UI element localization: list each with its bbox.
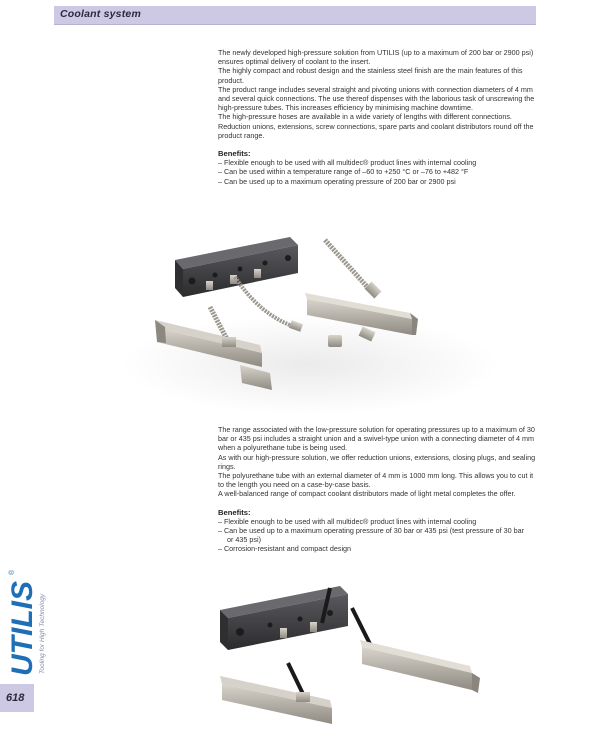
high-pressure-description <box>218 48 538 186</box>
utilis-logo <box>2 548 50 678</box>
benefit-item: – Flexible enough to be used with all multidec® product lines with internal cooling <box>218 158 477 168</box>
paragraph: The highly compact and robust design and the stainless steel finish are the main features of this product. <box>218 66 523 85</box>
paragraph: The range associated with the low-pressure solution for operating pressures up to a maximum of 30 bar or 435 psi includes a straight union and a swivel-type union with a connecting diameter of 4 mm when a polyurethane tube is being used. <box>218 425 535 453</box>
paragraph: The newly developed high-pressure solution from UTILIS (up to a maximum of 200 bar or 2900 psi) ensures optimal delivery of coolant to the insert. <box>218 48 534 67</box>
low-pressure-products-photo <box>200 568 500 728</box>
distributor-block <box>175 237 298 297</box>
paragraph: Reduction unions, extensions, screw connections, spare parts and coolant distributors round off the product range. <box>218 121 534 140</box>
section-header-bar <box>54 6 536 25</box>
benefit-item: or 435 psi) <box>227 535 261 545</box>
page-number: 618 <box>6 692 25 704</box>
paragraph: A well-balanced range of compact coolant distributors made of light metal completes the offer. <box>218 489 516 499</box>
steel-rail <box>360 640 480 693</box>
logo-wordmark: UTILIS <box>6 581 39 676</box>
benefit-item: – Can be used up to a maximum operating pressure of 200 bar or 2900 psi <box>218 176 456 186</box>
page-number-tab <box>0 684 34 712</box>
benefit-item: – Flexible enough to be used with all multidec® product lines with internal cooling <box>218 516 477 526</box>
section-title: Coolant system <box>60 8 141 20</box>
paragraph: The product range includes several straight and pivoting unions with connection diameters of 4 mm and several quick connections. The use thereof dispenses with the laborious task of unscrewing the high-pressure tubes. This increases efficiency by minimising machine downtime. <box>218 84 535 113</box>
benefit-item: – Can be used up to a maximum operating pressure of 30 bar or 435 psi (test pressure of 30 bar <box>218 526 525 536</box>
paragraph: The polyurethane tube with an external diameter of 4 mm is 1000 mm long. This allows you to cut it to the length you need on a case-by-case basis. <box>218 471 534 490</box>
high-pressure-products-photo <box>120 215 500 415</box>
paragraph: As with our high-pressure solution, we offer reduction unions, extensions, closing plugs, and sealing rings. <box>218 452 536 471</box>
tool-holder <box>220 676 332 724</box>
svg-text:®: ® <box>9 569 16 575</box>
low-pressure-description <box>218 425 538 554</box>
benefit-item: – Can be used within a temperature range of –60 to +250 °C or –76 to +482 °F <box>218 167 469 177</box>
benefits-heading: Benefits: <box>218 149 251 159</box>
paragraph: The high-pressure hoses are available in a wide variety of lengths with different connections. <box>218 112 512 122</box>
benefits-heading: Benefits: <box>218 507 251 517</box>
benefit-item: – Corrosion-resistant and compact design <box>218 544 352 554</box>
logo-tagline: Tooling for High Technology <box>39 593 46 674</box>
